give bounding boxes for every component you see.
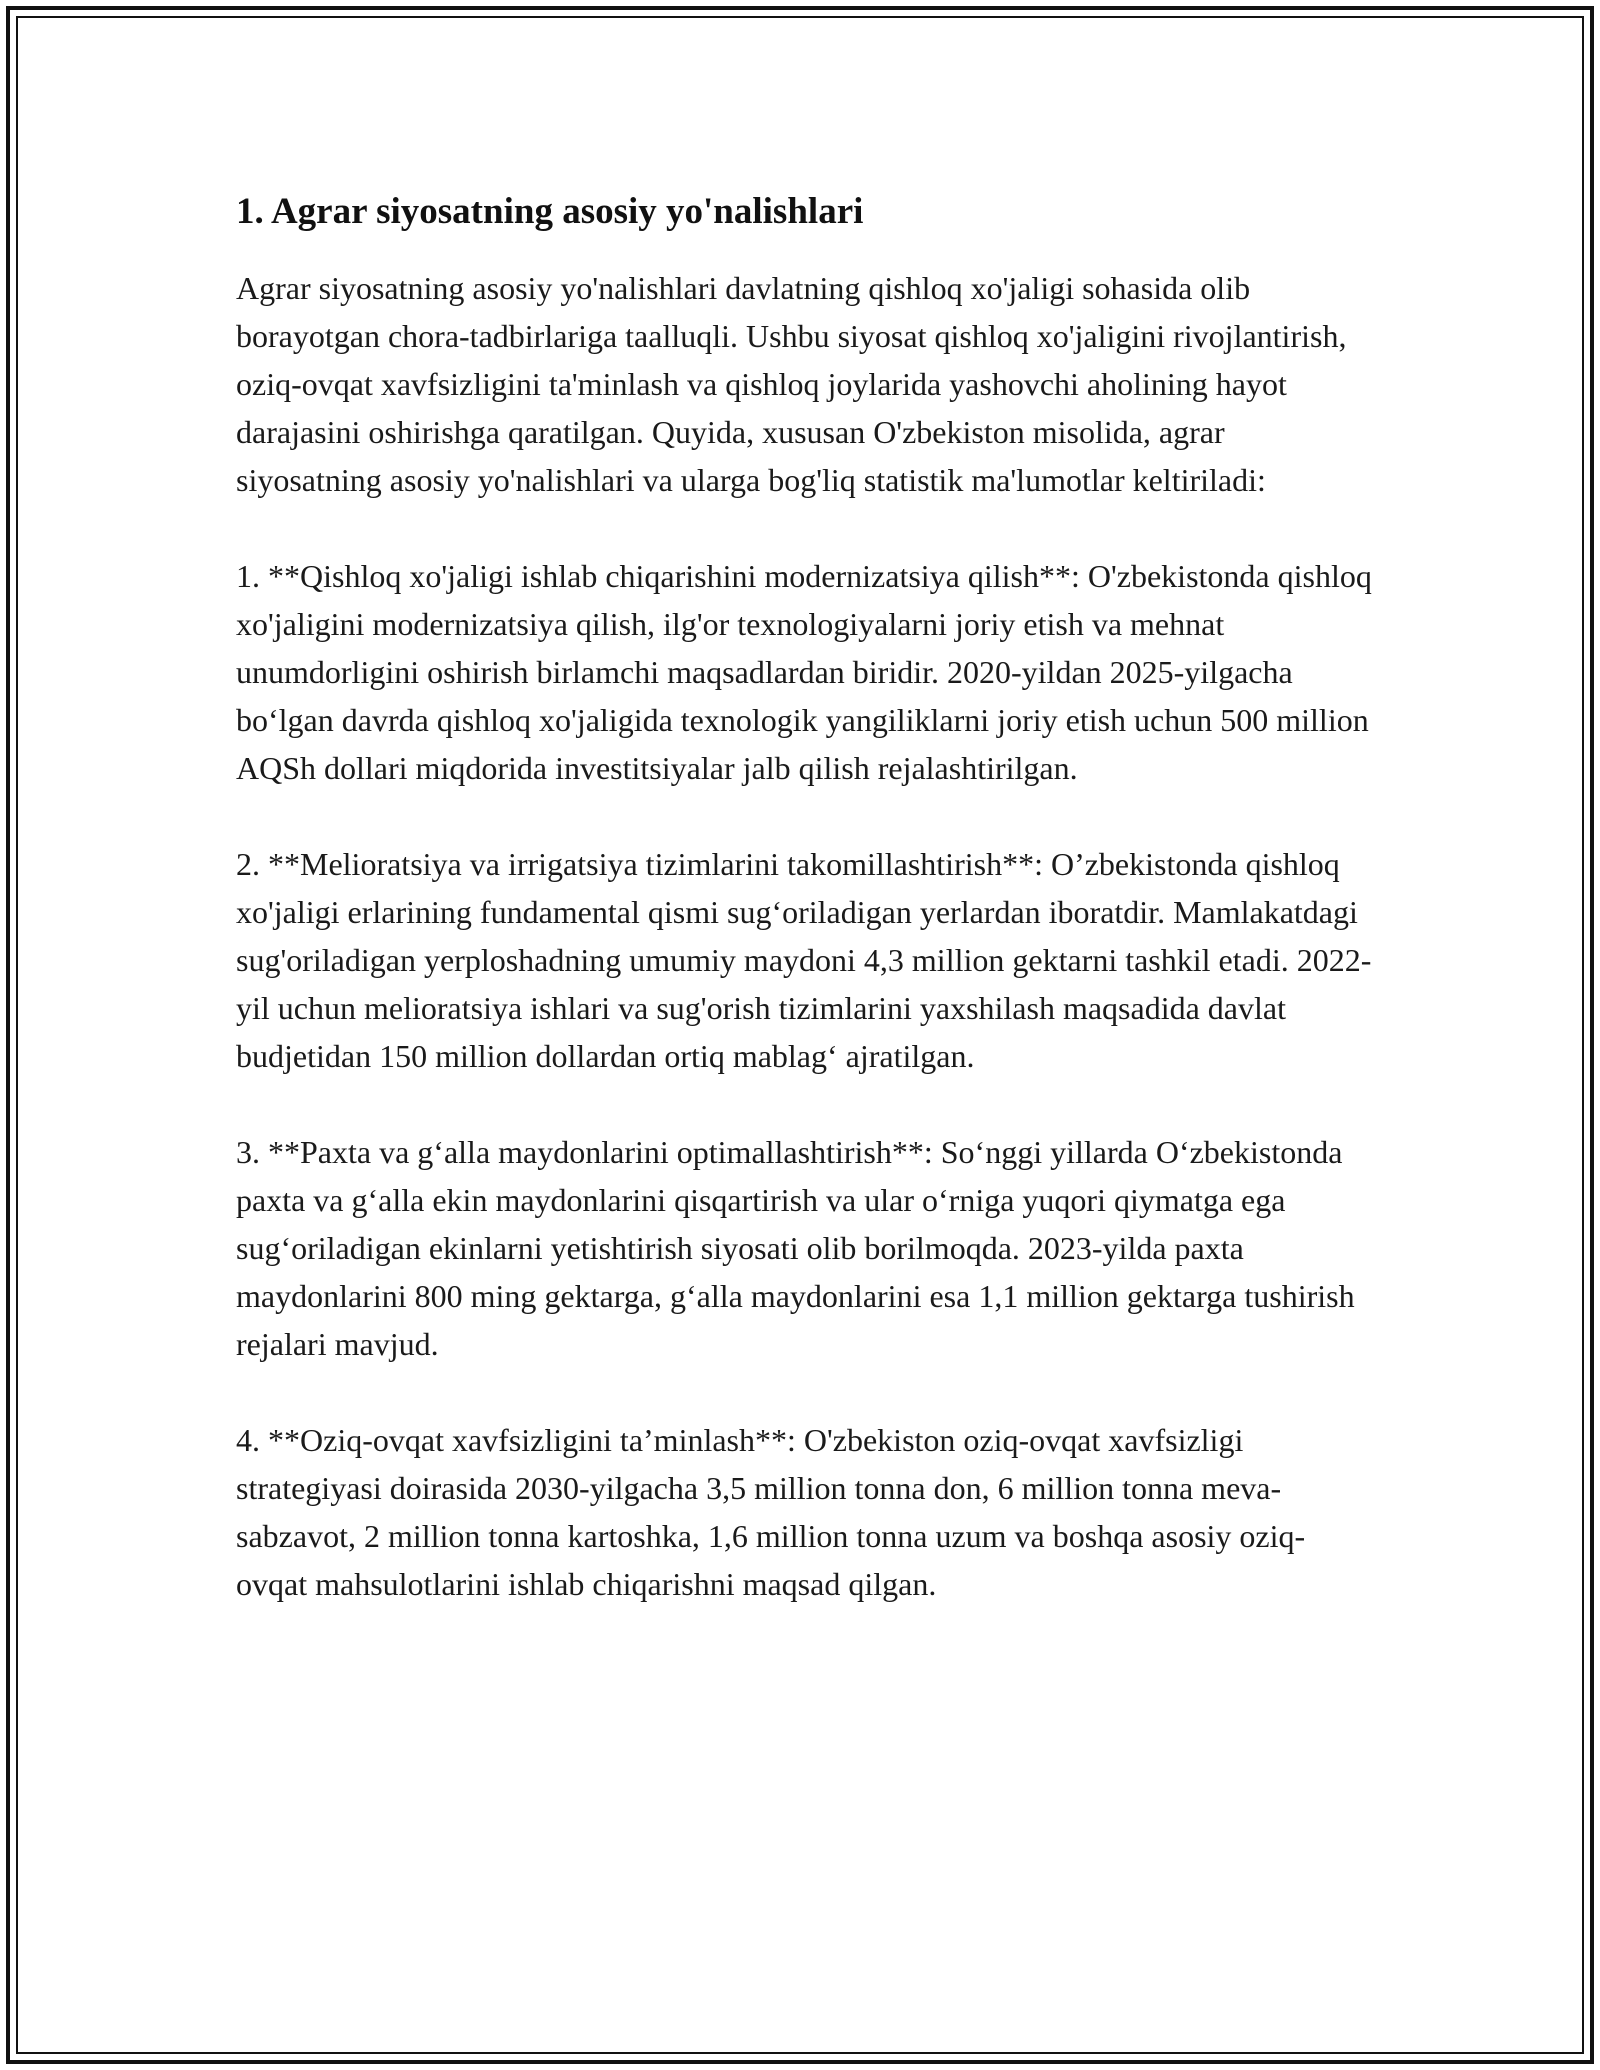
item-cotton-grain: 3. **Paxta va g‘alla maydonlarini optimallashtirish**: So‘nggi yillarda O‘zbekistonda paxta va g‘alla ekin maydonlarini qisqartirish va ular o‘rniga yuqori qiymatga ega sug‘oriladigan ekinlarni yetishtirish siyosati olib borilmoqda. 2023-yilda paxta maydonlarini 800 ming gektarga, g‘alla maydonlarini esa 1,1 million gektarga tushirish rejalari mavjud. [236,1134,1355,1362]
intro-paragraph: Agrar siyosatning asosiy yo'nalishlari davlatning qishloq xo'jaligi sohasida olib borayotgan chora-tadbirlariga taalluqli. Ushbu siyosat qishloq xo'jaligini rivojlantirish, oziq-ovqat xavfsizligini ta'minlash va qishloq joylarida yashovchi aholining hayot darajasini oshirishga qaratilgan. Quyida, xususan O'zbekiston misolida, agrar siyosatning asosiy yo'nalishlari va ularga bog'liq statistik ma'lumotlar keltiriladi: [236,270,1347,498]
item-modernization: 1. **Qishloq xo'jaligi ishlab chiqarishini modernizatsiya qilish**: O'zbekistonda qishloq xo'jaligini modernizatsiya qilish, ilg'or texnologiyalarni joriy etish va mehnat unumdorligini oshirish birlamchi maqsadlardan biridir. 2020-yildan 2025-yilgacha bo‘lgan davrda qishloq xo'jaligida texnologik yangiliklarni joriy etish uchun 500 million AQSh dollari miqdorida investitsiyalar jalb qilish rejalashtirilgan. [236,558,1372,786]
item-irrigation: 2. **Melioratsiya va irrigatsiya tizimlarini takomillashtirish**: O’zbekistonda qishloq xo'jaligi erlarining fundamental qismi sug‘oriladigan yerlardan iboratdir. Mamlakatdagi sug'oriladigan yerploshadning umumiy maydoni 4,3 million gektarni tashkil etadi. 2022-yil uchun melioratsiya ishlari va sug'orish tizimlarini yaxshilash maqsadida davlat budjetidan 150 million dollardan ortiq mablag‘ ajratilgan. [236,846,1372,1074]
section-heading: 1. Agrar siyosatning asosiy yo'nalishlari [236,191,864,232]
document-body [236,188,1376,1656]
item-food-security: 4. **Oziq-ovqat xavfsizligini ta’minlash**: O'zbekiston oziq-ovqat xavfsizligi strategiyasi doirasida 2030-yilgacha 3,5 million tonna don, 6 million tonna meva-sabzavot, 2 million tonna kartoshka, 1,6 million tonna uzum va boshqa asosiy oziq-ovqat mahsulotlarini ishlab chiqarishni maqsad qilgan. [236,1422,1306,1602]
